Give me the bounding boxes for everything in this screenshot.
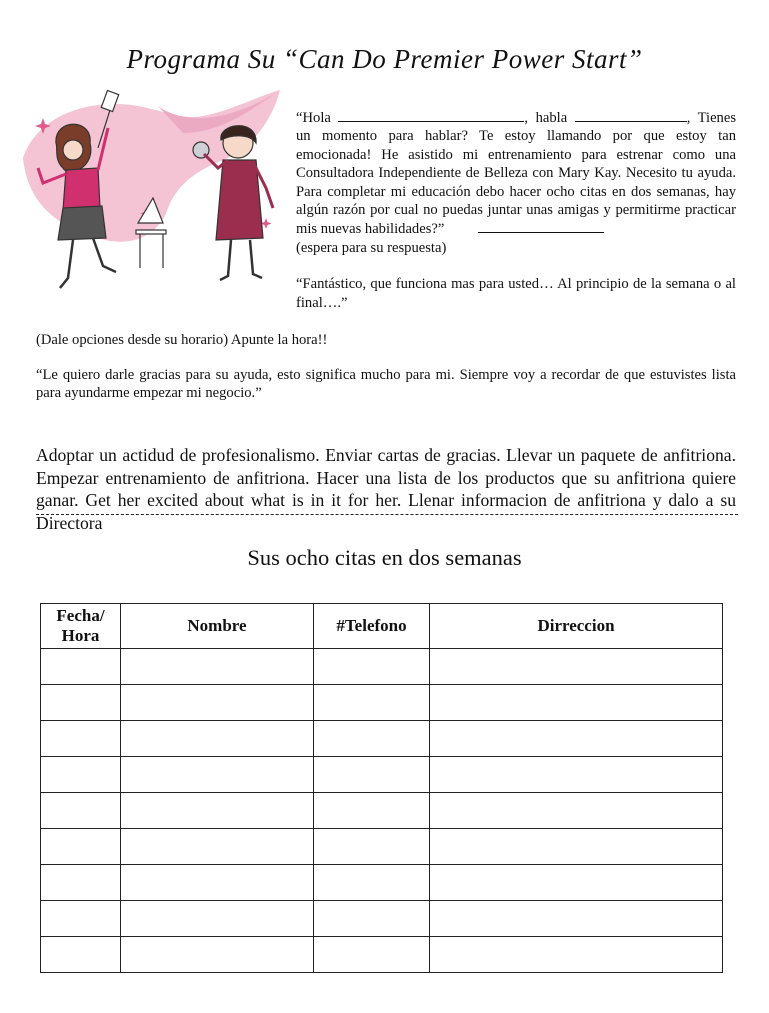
table-cell[interactable]: [121, 901, 314, 937]
client-name-blank[interactable]: [338, 108, 524, 122]
table-cell[interactable]: [41, 937, 121, 973]
header-dirreccion: Dirreccion: [430, 604, 723, 649]
woman-right-figure: [193, 126, 273, 280]
table-row: [41, 865, 723, 901]
cut-line-divider: [36, 514, 738, 515]
appointments-table-body: [41, 649, 723, 973]
table-cell[interactable]: [314, 793, 430, 829]
header-fecha-hora: Fecha/ Hora: [41, 604, 121, 649]
table-cell[interactable]: [430, 685, 723, 721]
fantastic-paragraph: “Fantástico, que funciona mas para usted… Al principio de la semana o al final….”: [296, 276, 736, 311]
table-cell[interactable]: [41, 829, 121, 865]
table-cell[interactable]: [121, 793, 314, 829]
table-row: [41, 793, 723, 829]
table-cell[interactable]: [430, 937, 723, 973]
table-cell[interactable]: [314, 829, 430, 865]
greeting-paragraph: [296, 108, 736, 257]
table-cell[interactable]: [314, 757, 430, 793]
phone-script: [296, 108, 736, 312]
table-cell[interactable]: [314, 901, 430, 937]
table-row: [41, 901, 723, 937]
table-cell[interactable]: [430, 721, 723, 757]
table-cell[interactable]: [430, 649, 723, 685]
table-cell[interactable]: [121, 685, 314, 721]
table-cell[interactable]: [41, 757, 121, 793]
greeting-prefix: “Hola: [296, 110, 331, 126]
table-row: [41, 757, 723, 793]
table-cell[interactable]: [41, 901, 121, 937]
professionalism-paragraph: Adoptar un actidud de profesionalismo. Enviar cartas de gracias. Llevar un paquete de anfitriona. Empezar entrenamiento de anfitriona. Hacer una lista de los productos que su anfitriona quiere ganar. Get her excited about what is in it for her. Llenar informacion de anfitriona y dalo a su Directora: [36, 445, 736, 533]
table-cell[interactable]: [314, 721, 430, 757]
table-cell[interactable]: [121, 757, 314, 793]
table-cell[interactable]: [430, 901, 723, 937]
table-row: [41, 721, 723, 757]
wait-note: (espera para su respuesta): [296, 239, 447, 256]
options-note: (Dale opciones desde su horario) Apunte la hora!!: [36, 332, 328, 348]
table-cell[interactable]: [121, 937, 314, 973]
table-cell[interactable]: [430, 757, 723, 793]
response-blank[interactable]: [478, 219, 604, 233]
table-cell[interactable]: [41, 793, 121, 829]
table-cell[interactable]: [314, 685, 430, 721]
table-row: [41, 829, 723, 865]
illustration-two-women: [18, 88, 283, 298]
thanks-paragraph: “Le quiero darle gracias para su ayuda, esto significa mucho para mi. Siempre voy a recordar de que estuvistes lista para ayundarme empezar mi negocio.”: [36, 367, 736, 402]
table-cell[interactable]: [314, 865, 430, 901]
table-row: [41, 937, 723, 973]
table-cell[interactable]: [430, 865, 723, 901]
header-telefono: #Telefono: [314, 604, 430, 649]
table-cell[interactable]: [430, 829, 723, 865]
table-cell[interactable]: [121, 721, 314, 757]
table-cell[interactable]: [121, 649, 314, 685]
appointments-heading: Sus ocho citas en dos semanas: [247, 545, 522, 570]
table-cell[interactable]: [41, 649, 121, 685]
table-cell[interactable]: [41, 721, 121, 757]
table-cell[interactable]: [314, 937, 430, 973]
table-row: [41, 649, 723, 685]
table-header-row: [41, 604, 723, 649]
header-nombre: Nombre: [121, 604, 314, 649]
table-cell[interactable]: [430, 793, 723, 829]
appointments-table: [40, 603, 723, 973]
table-row: [41, 685, 723, 721]
table-cell[interactable]: [314, 649, 430, 685]
greeting-body: , Tienes un momento para hablar? Te estoy llamando por que estoy tan emocionada! He asistido mi entrenamiento para estrenar como una Consultadora Independiente de Belleza con Mary Kay. Necesito tu ayuda. Para completar mi educación debo hacer ocho citas en dos semanas, hay algún razón por cual no puedas juntar unas amigas y permitirme practicar mis nuevas habilidades?”: [296, 110, 736, 238]
greeting-mid: , habla: [524, 110, 568, 126]
consultant-name-blank[interactable]: [575, 108, 687, 122]
table-cell[interactable]: [121, 829, 314, 865]
table-cell[interactable]: [121, 865, 314, 901]
table-cell[interactable]: [41, 865, 121, 901]
table-cell[interactable]: [41, 685, 121, 721]
page-title: Programa Su “Can Do Premier Power Start”: [126, 44, 643, 74]
